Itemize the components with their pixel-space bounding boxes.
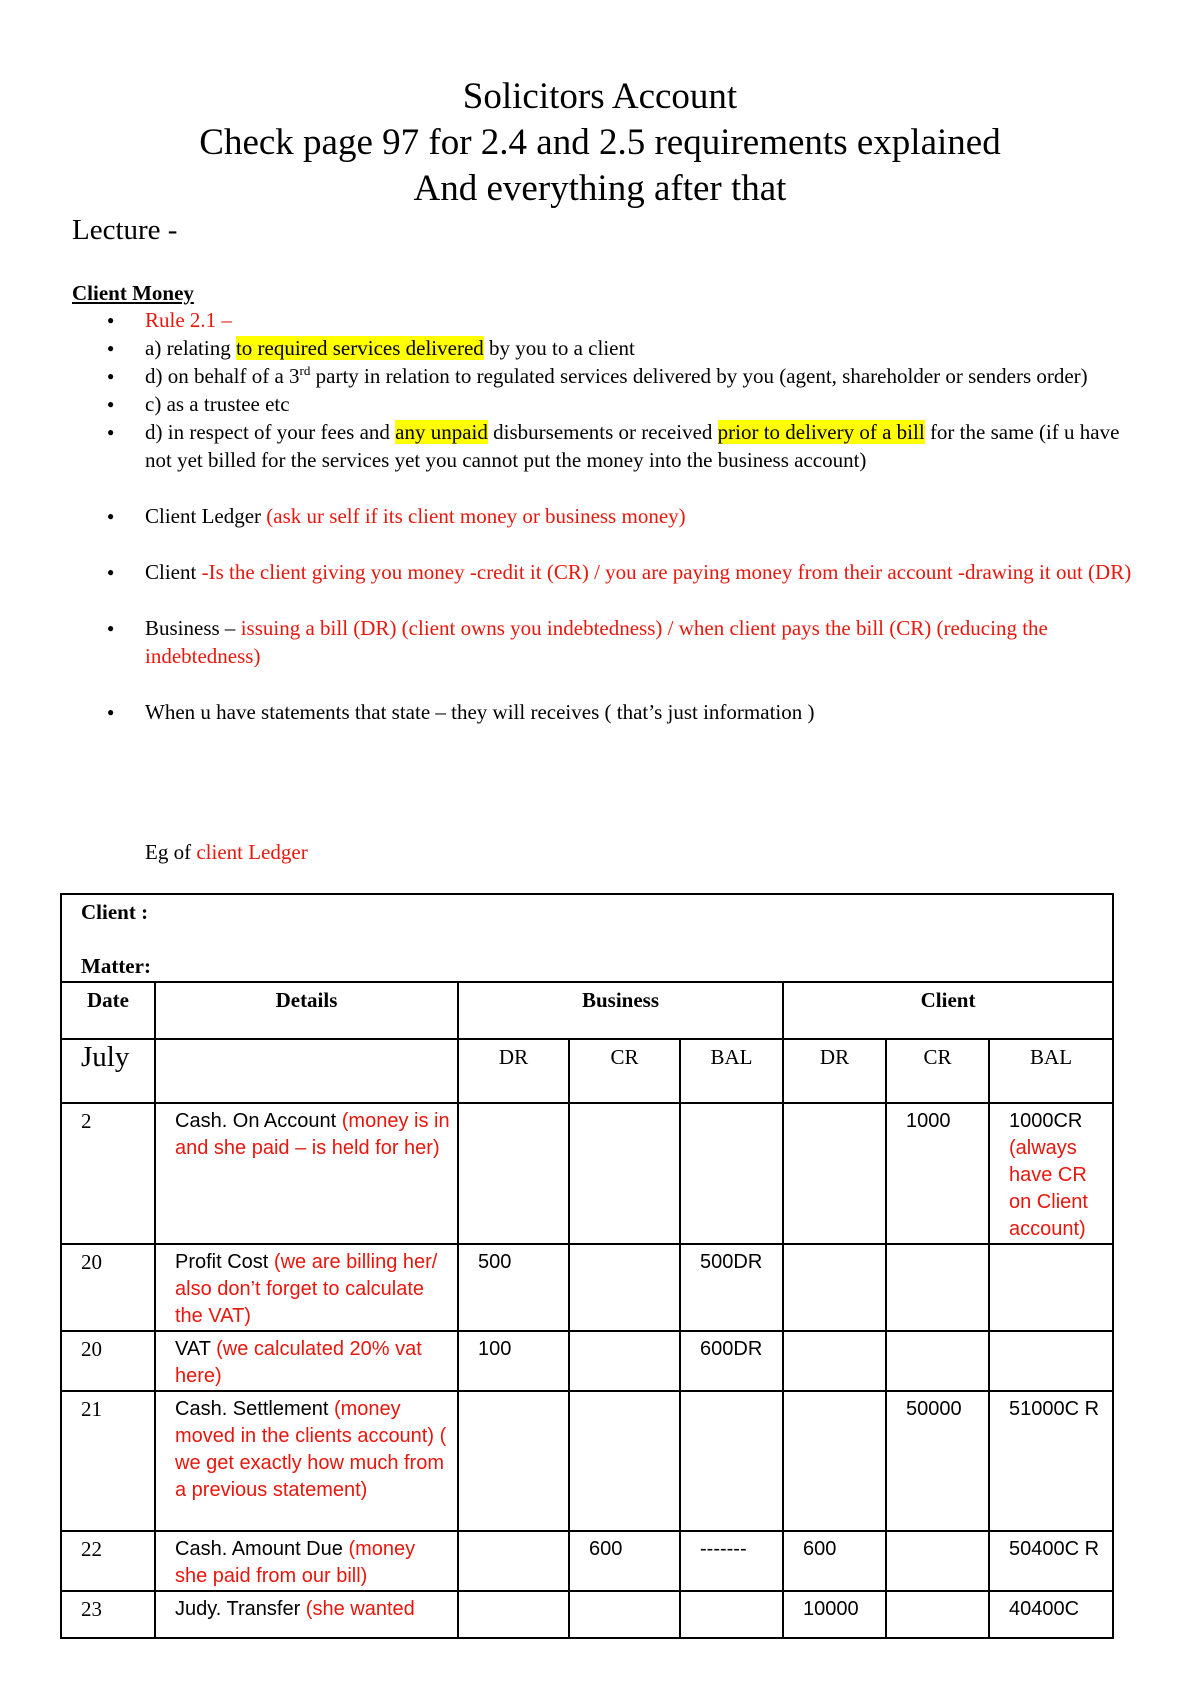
col-details-header: Details — [155, 982, 458, 1039]
business-cr-cell: 600 — [569, 1531, 680, 1591]
highlighted-text: prior to delivery of a bill — [717, 420, 925, 444]
business-dr-cell — [458, 1391, 569, 1531]
client-dr-cell — [783, 1391, 886, 1531]
item-text: for the same (if u have not yet billed for the services yet you cannot put the money into the business account) — [145, 420, 1120, 472]
table-row — [61, 1591, 1113, 1638]
ledger-meta-row — [61, 894, 1113, 982]
date-cell: 21 — [61, 1391, 155, 1531]
details-note: (money she paid from our bill) — [175, 1538, 416, 1587]
business-bal-cell — [680, 1391, 783, 1531]
section-heading: Client Money — [72, 281, 194, 305]
item-text: d) on behalf of a 3 — [145, 364, 300, 388]
item-text: Client Ledger — [145, 504, 267, 528]
client-cr-cell — [886, 1244, 989, 1331]
business-dr-cell — [458, 1531, 569, 1591]
highlighted-text: any unpaid — [395, 420, 488, 444]
document-title — [0, 74, 1200, 212]
date-cell: 22 — [61, 1531, 155, 1591]
balance-note: (always have CR on Client account) — [1009, 1137, 1088, 1240]
rule-text: Rule 2.1 – — [145, 308, 232, 332]
business-cr-cell — [569, 1244, 680, 1331]
client-cr-cell: 50000 — [886, 1391, 989, 1531]
client-dr-header: DR — [783, 1039, 886, 1103]
details-cell — [155, 1244, 458, 1331]
superscript: rd — [299, 363, 311, 378]
lecture-heading: Lecture - — [72, 214, 178, 246]
item-text: c) as a trustee etc — [145, 392, 290, 416]
details-text: VAT — [175, 1338, 217, 1360]
matter-label: Matter: — [81, 954, 151, 978]
client-dr-cell — [783, 1244, 886, 1331]
item-text: disbursements or received — [487, 420, 718, 444]
client-bal-cell: 40400C — [989, 1591, 1113, 1638]
client-dr-cell — [783, 1331, 886, 1391]
details-text: Cash. Amount Due — [175, 1538, 349, 1560]
item-text: party in relation to regulated services delivered by you (agent, shareholder or senders order) — [310, 364, 1088, 388]
client-bal-cell: 51000C R — [989, 1391, 1113, 1531]
highlighted-text: to required services delivered — [235, 336, 484, 360]
example-label — [145, 840, 308, 865]
client-matter-cell — [61, 894, 1113, 982]
client-cr-cell — [886, 1591, 989, 1638]
details-note: (money moved in the clients account) ( we get exactly how much from a previous statement) — [175, 1398, 447, 1501]
item-text: When u have statements that state – they will receives ( that’s just information ) — [145, 700, 815, 724]
item-text: Business – — [145, 616, 241, 640]
details-note: (money is in and she paid – is held for her) — [175, 1110, 450, 1159]
client-bal-cell — [989, 1331, 1113, 1391]
details-note: (she wanted — [305, 1598, 415, 1620]
business-dr-cell: 500 — [458, 1244, 569, 1331]
business-dr-cell: 100 — [458, 1331, 569, 1391]
business-bal-cell: ------- — [680, 1531, 783, 1591]
list-item — [72, 558, 1132, 586]
business-bal-header: BAL — [680, 1039, 783, 1103]
client-dr-cell — [783, 1103, 886, 1244]
business-cr-cell — [569, 1331, 680, 1391]
list-item — [72, 418, 1132, 474]
annotation-text: (ask ur self if its client money or business money) — [266, 504, 686, 528]
empty-cell — [155, 1039, 458, 1103]
business-cr-header: CR — [569, 1039, 680, 1103]
details-cell — [155, 1391, 458, 1531]
date-cell: 20 — [61, 1244, 155, 1331]
col-client-header: Client — [783, 982, 1113, 1039]
business-dr-cell — [458, 1591, 569, 1638]
list-item — [72, 306, 1132, 334]
item-text: a) relating — [145, 336, 236, 360]
client-dr-cell: 10000 — [783, 1591, 886, 1638]
details-cell — [155, 1531, 458, 1591]
client-label: Client : — [81, 900, 149, 924]
item-text: by you to a client — [483, 336, 635, 360]
details-cell — [155, 1103, 458, 1244]
client-bal-cell — [989, 1244, 1113, 1331]
title-line-1: Solicitors Account — [462, 76, 738, 117]
title-line-3: And everything after that — [413, 168, 787, 209]
details-note: (we calculated 20% vat here) — [175, 1338, 422, 1387]
business-dr-cell — [458, 1103, 569, 1244]
balance-text: 1000CR — [1009, 1110, 1083, 1132]
details-cell — [155, 1591, 458, 1638]
list-item — [72, 362, 1132, 390]
client-cr-header: CR — [886, 1039, 989, 1103]
client-ledger-table — [60, 893, 1114, 1639]
table-row — [61, 1391, 1113, 1531]
table-row — [61, 1331, 1113, 1391]
business-dr-header: DR — [458, 1039, 569, 1103]
business-cr-cell — [569, 1591, 680, 1638]
client-cr-cell — [886, 1331, 989, 1391]
table-row — [61, 1531, 1113, 1591]
item-text: d) in respect of your fees and — [145, 420, 396, 444]
date-cell: 23 — [61, 1591, 155, 1638]
business-bal-cell — [680, 1591, 783, 1638]
date-cell: 2 — [61, 1103, 155, 1244]
title-line-2: Check page 97 for 2.4 and 2.5 requirements explained — [199, 122, 1001, 163]
ledger-header-row — [61, 982, 1113, 1039]
client-dr-cell: 600 — [783, 1531, 886, 1591]
business-cr-cell — [569, 1391, 680, 1531]
client-bal-cell — [989, 1103, 1113, 1244]
annotation-text: issuing a bill (DR) (client owns you indebtedness) / when client pays the bill (CR) (reducing the indebtedness) — [145, 616, 1048, 668]
month-cell: July — [61, 1039, 155, 1103]
annotation-text: -Is the client giving you money -credit it (CR) / you are paying money from their account -drawing it out (DR) — [201, 560, 1132, 584]
list-item — [72, 614, 1132, 670]
client-bal-cell: 50400C R — [989, 1531, 1113, 1591]
details-cell — [155, 1331, 458, 1391]
col-business-header: Business — [458, 982, 783, 1039]
details-text: Judy. Transfer — [175, 1598, 306, 1620]
col-date-header: Date — [61, 982, 155, 1039]
table-row — [61, 1103, 1113, 1244]
list-item — [72, 502, 1132, 530]
details-text: Cash. On Account — [175, 1110, 342, 1132]
list-item — [72, 390, 1132, 418]
business-cr-cell — [569, 1103, 680, 1244]
item-text: Client — [145, 560, 202, 584]
list-item — [72, 698, 1132, 726]
client-cr-cell: 1000 — [886, 1103, 989, 1244]
client-bal-header: BAL — [989, 1039, 1113, 1103]
annotation-text: client Ledger — [196, 840, 308, 864]
business-bal-cell: 600DR — [680, 1331, 783, 1391]
table-row — [61, 1244, 1113, 1331]
details-text: Profit Cost — [175, 1251, 274, 1273]
list-item — [72, 334, 1132, 362]
date-cell: 20 — [61, 1331, 155, 1391]
business-bal-cell: 500DR — [680, 1244, 783, 1331]
item-text: Eg of — [145, 840, 197, 864]
client-cr-cell — [886, 1531, 989, 1591]
details-note: (we are billing her/ also don’t forget to calculate the VAT) — [175, 1251, 438, 1327]
notes-list — [72, 306, 1132, 726]
ledger-subheader-row — [61, 1039, 1113, 1103]
business-bal-cell — [680, 1103, 783, 1244]
details-text: Cash. Settlement — [175, 1398, 334, 1420]
